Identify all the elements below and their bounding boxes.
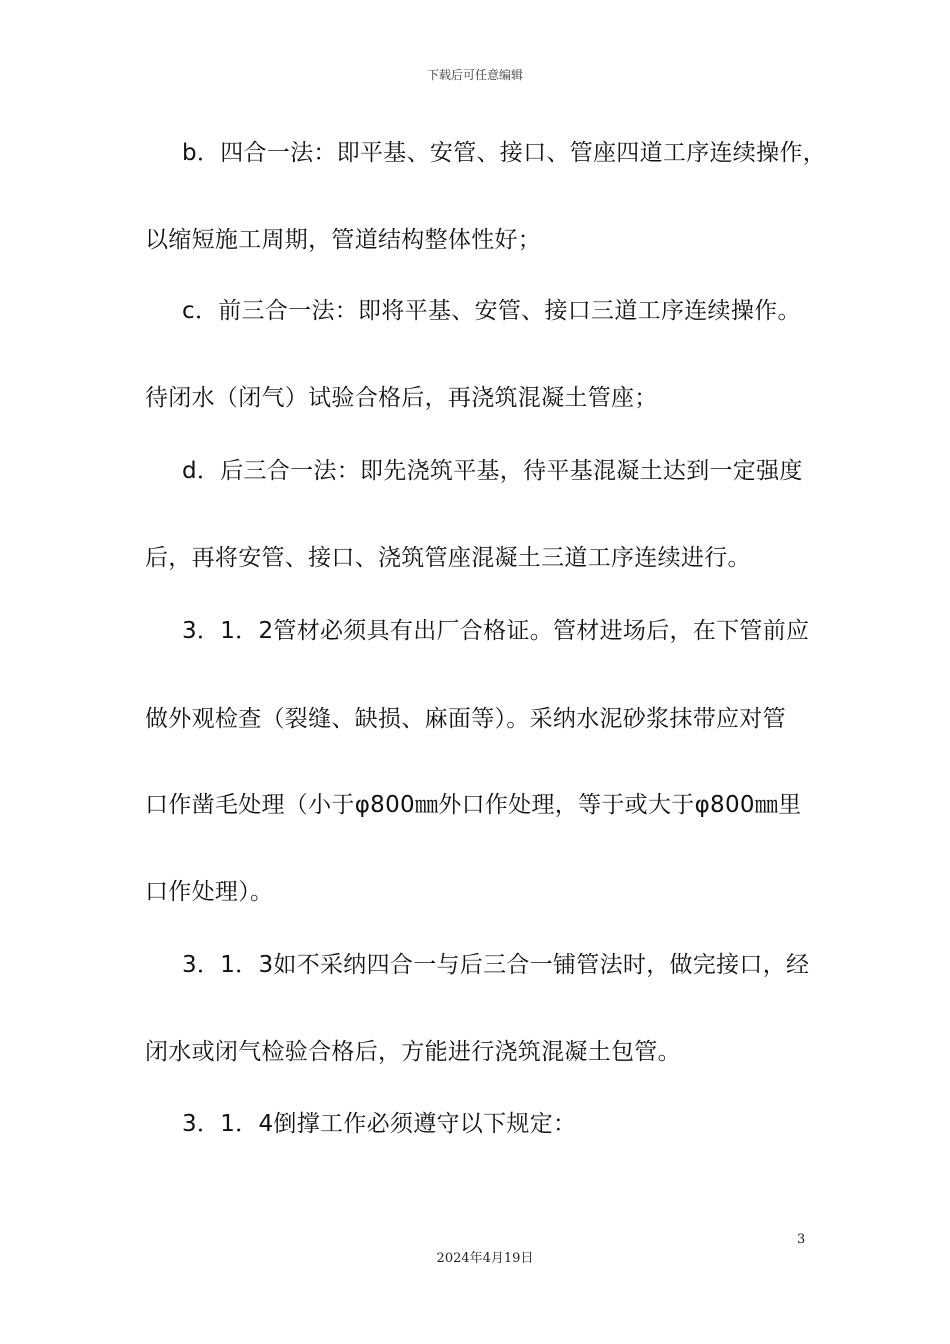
paragraph-line: 以缩短施工周期，管道结构整体性好； <box>145 227 542 253</box>
page-number: 3 <box>797 1232 806 1247</box>
paragraph-line: 口作处理）。 <box>145 879 274 905</box>
paragraph-line: c．前三合一法：即将平基、安管、接口三道工序连续操作。 <box>182 298 801 324</box>
paragraph-line: 后，再将安管、接口、浇筑管座混凝土三道工序连续进行。 <box>145 545 751 571</box>
paragraph-line: d．后三合一法：即先浇筑平基，待平基混凝土达到一定强度 <box>182 458 803 484</box>
paragraph-line: 3．1．3如不采纳四合一与后三合一铺管法时，做完接口，经 <box>182 952 810 978</box>
paragraph-line: 待闭水（闭气）试验合格后，再浇筑混凝土管座； <box>145 385 658 411</box>
paragraph-line: 做外观检查（裂缝、缺损、麻面等）。采纳水泥砂浆抹带应对管 <box>145 706 786 732</box>
paragraph-line: b．四合一法：即平基、安管、接口、管座四道工序连续操作， <box>182 140 826 166</box>
footer-date: 2024年4月19日 <box>436 1251 534 1266</box>
paragraph-line: 闭水或闭气检验合格后，方能进行浇筑混凝土包管。 <box>145 1039 681 1065</box>
paragraph-line: 3．1．2管材必须具有出厂合格证。管材进场后，在下管前应 <box>182 618 810 644</box>
page-header: 下载后可任意编辑 <box>426 68 523 82</box>
paragraph-line: 口作凿毛处理（小于φ800㎜外口作处理，等于或大于φ800㎜里 <box>145 792 802 818</box>
paragraph-line: 3．1．4倒撑工作必须遵守以下规定： <box>182 1111 577 1137</box>
